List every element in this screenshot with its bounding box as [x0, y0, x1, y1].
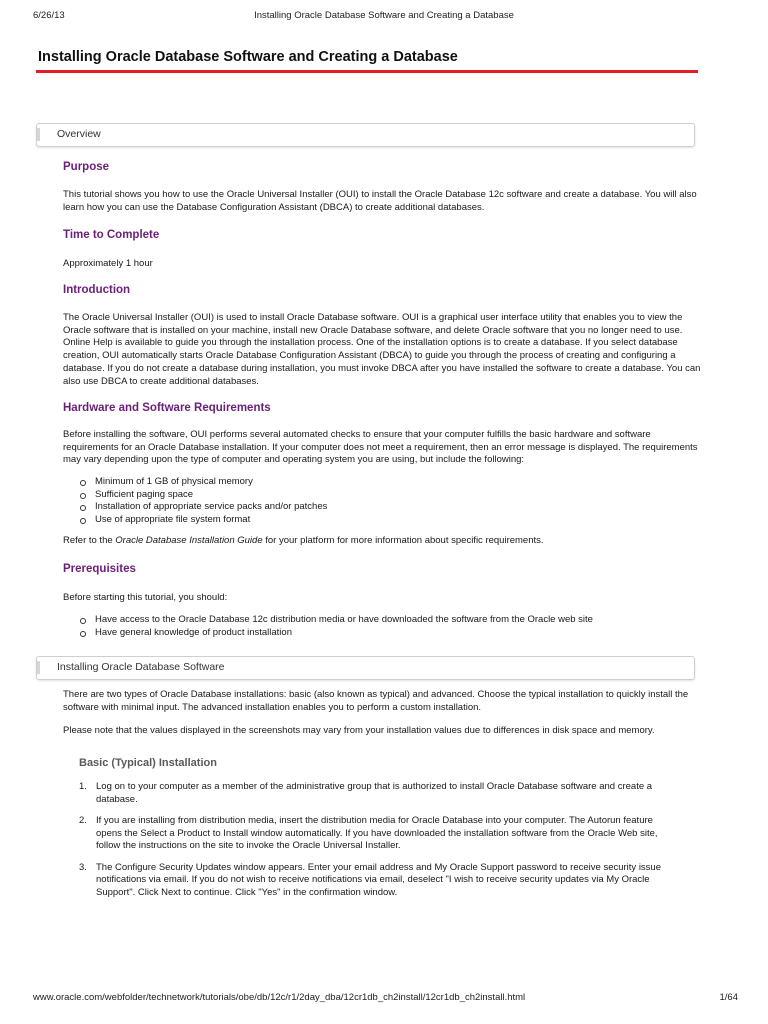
requirements-refer: [63, 535, 703, 548]
list-item: [79, 815, 679, 853]
print-header: [0, 10, 768, 24]
step-text: Log on to your computer as a member of the administrative group that is authorized to install Oracle Database software and create a database.: [96, 781, 653, 805]
section-bar-label: Overview: [57, 128, 101, 140]
section-bar-label: Installing Oracle Database Software: [57, 661, 225, 673]
purpose-text: This tutorial shows you how to use the Oracle Universal Installer (OUI) to install the Oracle Database 12c software and create a database. You will also learn how you can use the Database Configuration Assistant (DBCA) to create additional databases.: [63, 189, 697, 213]
installation-steps: [79, 781, 679, 908]
step-number: 3.: [79, 861, 87, 873]
list-item: Installation of appropriate service packs and/or patches: [63, 501, 683, 514]
step-text: The Configure Security Updates window appears. Enter your email address and My Oracle Support password to receive security issue notifications via email. If you do not wish to receive notifications via email, deselect "I wish to receive security updates via My Oracle Support". Click Next to continue. Click "Yes" in the confirmation window.: [96, 861, 661, 898]
requirements-heading: Hardware and Software Requirements: [63, 402, 271, 414]
step-text: If you are installing from distribution media, insert the distribution media for Oracle Database into your computer. The Autorun feature opens the Select a Product to Install window automatically. If you have downloaded the installation software from the Oracle Web site, follow the instructions on the site to invoke the Oracle Universal Installer.: [96, 814, 658, 852]
introduction-heading: Introduction: [63, 284, 131, 296]
prerequisites-list: [63, 614, 683, 639]
requirements-list: [63, 476, 683, 527]
requirements-text: Before installing the software, OUI performs several automated checks to ensure that your computer fulfills the basic hardware and software requirements for an Oracle Database installation. If your computer does not meet a requirement, then an error message is displayed. The requirements may vary depending upon the type of computer and operating system you are using, but include the following:: [63, 429, 698, 466]
basic-installation-heading: Basic (Typical) Installation: [79, 757, 217, 769]
list-item: Minimum of 1 GB of physical memory: [63, 476, 683, 489]
print-url: www.oracle.com/webfolder/technetwork/tutorials/obe/db/12c/r1/2day_dba/12cr1db_ch2install/12cr1db_ch2install.html: [33, 992, 526, 1003]
section-bar-marker: [37, 128, 40, 141]
purpose-heading: Purpose: [63, 161, 110, 173]
refer-text-before: Refer to the: [63, 535, 116, 546]
installation-guide-title: Oracle Database Installation Guide: [115, 535, 263, 546]
installing-types-text: There are two types of Oracle Database installations: basic (also known as typical) and advanced. Choose the typical installation to quickly install the software with minimal input. The advanced installation enables you to perform a custom installation.: [63, 689, 689, 713]
introduction-text: The Oracle Universal Installer (OUI) is used to install Oracle Database software. OUI is a graphical user interface utility that enables you to view the Oracle software that is installed on your machine, install new Oracle Database software, and delete Oracle software that you no longer need to use. Online Help is available to guide you through the installation process. One of the installation options is to create a database. If you select database creation, OUI automatically starts Oracle Database Configuration Assistant (DBCA) to guide you through the process of creating and configuring a database. If you do not create a database during installation, you must invoke DBCA after you have installed the software to create a database. You can also use DBCA to create additional databases.: [63, 312, 701, 387]
time-text: Approximately 1 hour: [63, 258, 153, 269]
installing-note-text: Please note that the values displayed in the screenshots may vary from your installation values due to differences in disk space and memory.: [63, 725, 655, 736]
list-item: Use of appropriate file system format: [63, 514, 683, 527]
print-date: 6/26/13: [33, 10, 65, 21]
prerequisites-heading: Prerequisites: [63, 563, 136, 575]
list-item: Have general knowledge of product installation: [63, 627, 683, 640]
list-item: Have access to the Oracle Database 12c distribution media or have downloaded the software from the Oracle web site: [63, 614, 683, 627]
page-number: 1/64: [719, 992, 738, 1003]
section-bar-overview[interactable]: [36, 123, 695, 147]
section-bar-marker: [37, 661, 40, 674]
refer-text-after: for your platform for more information about specific requirements.: [262, 535, 544, 546]
print-title: Installing Oracle Database Software and Creating a Database: [254, 10, 514, 21]
list-item: Sufficient paging space: [63, 489, 683, 502]
page-title: Installing Oracle Database Software and Creating a Database: [38, 49, 458, 65]
section-bar-installing[interactable]: [36, 656, 695, 680]
step-number: 2.: [79, 814, 87, 826]
prerequisites-text: Before starting this tutorial, you should:: [63, 592, 228, 603]
step-number: 1.: [79, 781, 87, 792]
list-item: [79, 862, 679, 900]
time-heading: Time to Complete: [63, 229, 160, 241]
title-divider: [36, 70, 698, 73]
list-item: [79, 781, 679, 806]
print-footer: [0, 992, 768, 1006]
